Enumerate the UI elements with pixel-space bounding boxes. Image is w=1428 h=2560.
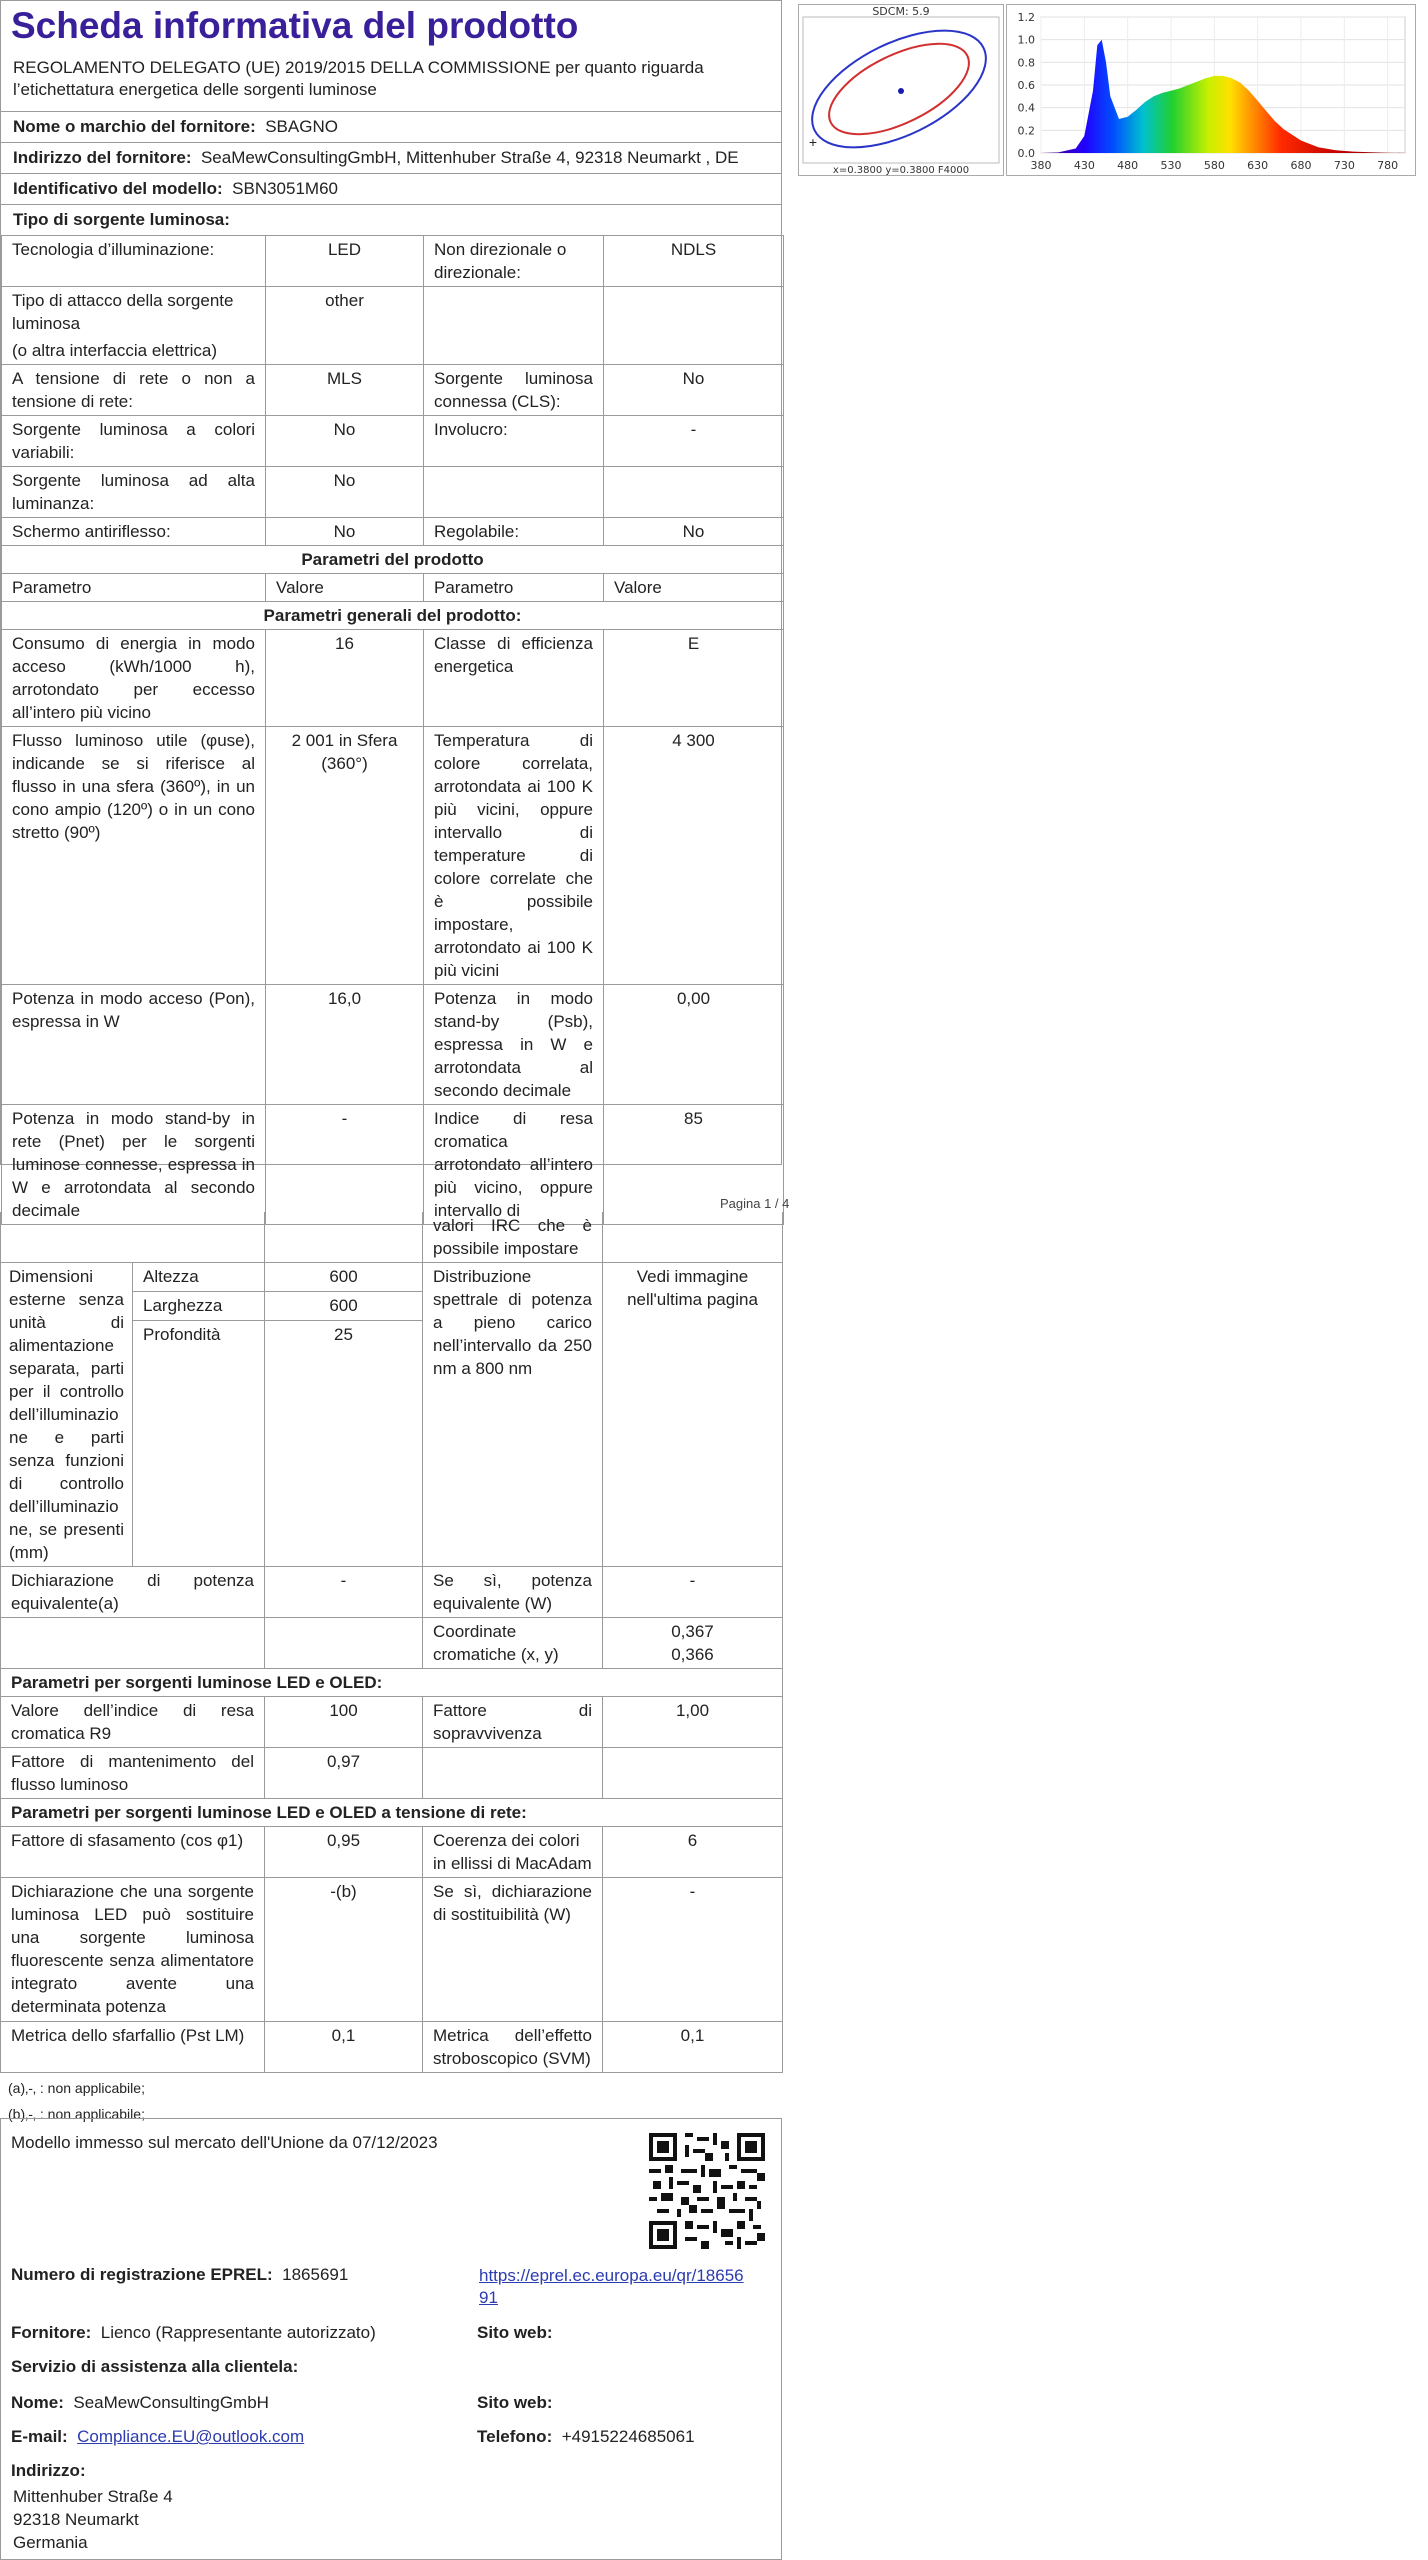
dim-width-label: Larghezza xyxy=(133,1291,265,1320)
cell-value: - xyxy=(604,416,784,467)
table-row xyxy=(1,1748,783,1799)
cap-type-note: (o altra interfaccia elettrica) xyxy=(12,341,218,360)
y-tick-label: 0.2 xyxy=(1017,124,1035,138)
supplier-address-value: SeaMewConsultingGmbH, Mittenhuber Straße 4, 92318 Neumarkt , DE xyxy=(200,148,739,167)
cell-label: Schermo antiriflesso: xyxy=(2,518,266,546)
flicker-label: Metrica dello sfarfallio (Pst LM) xyxy=(1,2022,265,2073)
market-placed-text: Modello immesso sul mercato dell'Unione da 07/12/2023 xyxy=(11,2133,438,2152)
cell-empty xyxy=(1,1212,265,1263)
y-tick-label: 1.2 xyxy=(1017,11,1035,24)
supplier-address-label: Indirizzo del fornitore: xyxy=(13,148,192,167)
phone-row xyxy=(477,2427,695,2447)
cell-label: Temperatura di colore correlata, arrotondata ai 100 K più vicini, oppure intervallo di temperature di colore correlate che è possibile impostare, arrotondato ai 100 K più vicini xyxy=(424,727,604,985)
cell-value: No xyxy=(266,518,424,546)
address-block xyxy=(13,2485,173,2554)
sdcm-title: SDCM: 5.9 xyxy=(872,5,930,18)
cos-label: Fattore di sfasamento (cos φ1) xyxy=(1,1827,265,1878)
table-row xyxy=(2,727,784,985)
cell-value: NDLS xyxy=(604,236,784,287)
supplier-row xyxy=(11,2323,376,2343)
source-type-table xyxy=(1,235,784,1225)
cell-value: other xyxy=(266,287,424,365)
cell-label: Flusso luminoso utile (φuse), indicande se si riferisce al flusso in una sfera (360º), in un cono ampio (120º) o in un cono stretto (90º) xyxy=(2,727,266,985)
table-row xyxy=(2,1105,784,1225)
spd-value: Vedi immagine nell'ultima pagina xyxy=(603,1263,783,1567)
survival-value: 1,00 xyxy=(603,1697,783,1748)
qr-code-icon[interactable] xyxy=(649,2133,765,2249)
chroma-y: 0,366 xyxy=(671,1645,714,1664)
x-tick-label: 480 xyxy=(1117,159,1139,172)
cell-label: Indice di resa cromatica arrotondato all’intero più vicino, oppure intervallo di xyxy=(424,1105,604,1225)
r9-value: 100 xyxy=(265,1697,423,1748)
cell-label: Sorgente luminosa a colori variabili: xyxy=(2,416,266,467)
equiv-power-value: - xyxy=(265,1567,423,1618)
table-row xyxy=(2,985,784,1105)
page-number: Pagina 1 / 4 xyxy=(720,1196,790,1211)
cell-label: A tensione di rete o non a tensione di rete: xyxy=(2,365,266,416)
replacement-value: -(b) xyxy=(265,1878,423,2022)
cell-value: 4 300 xyxy=(604,727,784,985)
phone-value: +4915224685061 xyxy=(561,2427,695,2446)
website-label: Sito web: xyxy=(477,2323,553,2342)
cri-continued-label: valori IRC che è possibile impostare xyxy=(423,1212,603,1263)
x-tick-label: 630 xyxy=(1247,159,1269,172)
continued-params-table xyxy=(0,1212,783,2073)
flicker-value: 0,1 xyxy=(265,2022,423,2073)
cell-label: Potenza in modo acceso (Pon), espressa in W xyxy=(2,985,266,1105)
x-tick-label: 380 xyxy=(1030,159,1052,172)
source-type-heading: Tipo di sorgente luminosa: xyxy=(1,204,781,235)
footnote-a: (a)‚-‚ : non applicabile; xyxy=(8,2080,145,2096)
survival-label: Fattore di sopravvivenza xyxy=(423,1697,603,1748)
dim-depth-label: Profondità xyxy=(133,1320,265,1567)
dim-depth-value: 25 xyxy=(265,1320,423,1567)
cell-label: Potenza in modo stand-by in rete (Pnet) per le sorgenti luminose connesse, espressa in W e arrotondata al secondo decimale xyxy=(2,1105,266,1225)
model-row xyxy=(1,173,781,204)
x-tick-label: 680 xyxy=(1290,159,1312,172)
cell-empty xyxy=(603,1748,783,1799)
eprel-value: 1865691 xyxy=(282,2265,349,2284)
cell-label xyxy=(2,287,266,365)
col-header-value: Valore xyxy=(604,574,784,602)
cell-label: Potenza in modo stand-by (Psb), espressa in W e arrotondata al secondo decimale xyxy=(424,985,604,1105)
cell-value: No xyxy=(266,416,424,467)
cell-value: MLS xyxy=(266,365,424,416)
dim-height-label: Altezza xyxy=(133,1263,265,1292)
sdcm-ellipse-svg xyxy=(799,5,1003,175)
spectrum-area xyxy=(1041,40,1405,153)
spectrum-x-ticks xyxy=(1031,159,1399,172)
cell-empty xyxy=(1,1618,265,1669)
table-row xyxy=(1,1618,783,1669)
table-row xyxy=(2,287,784,365)
replacement-power-value: - xyxy=(603,1878,783,2022)
datasheet-page-2 xyxy=(0,1212,782,2127)
supplier-label: Fornitore: xyxy=(11,2323,92,2342)
cell-label: Regolabile: xyxy=(424,518,604,546)
page-title: Scheda informativa del prodotto xyxy=(11,5,579,46)
equiv-watt-value: - xyxy=(603,1567,783,1618)
y-tick-label: 0.6 xyxy=(1017,79,1035,92)
cell-label: Non direzionale o direzionale: xyxy=(424,236,604,287)
cell-label: Classe di efficienza energetica xyxy=(424,630,604,727)
cell-value: 0,00 xyxy=(604,985,784,1105)
supplier-name-value: SBAGNO xyxy=(265,117,338,136)
y-tick-label: 0.0 xyxy=(1017,147,1035,160)
address-line: Germania xyxy=(13,2533,88,2552)
cell-empty xyxy=(604,467,784,518)
cell-empty xyxy=(423,1748,603,1799)
equiv-power-label xyxy=(1,1567,265,1618)
dimensions-label: Dimensioni esterne senza unità di alimentazione separata, parti per il controllo dell’illuminazione e parti senza funzioni di controllo dell’illuminazione, se presenti (mm) xyxy=(1,1263,133,1567)
spectrum-svg xyxy=(1007,5,1415,175)
table-row xyxy=(1,1878,783,2022)
maintenance-label: Fattore di mantenimento del flusso luminoso xyxy=(1,1748,265,1799)
mains-params-heading: Parametri per sorgenti luminose LED e OLED a tensione di rete: xyxy=(1,1799,783,1827)
cell-label: Sorgente luminosa ad alta luminanza: xyxy=(2,467,266,518)
supplier-name-label: Nome o marchio del fornitore: xyxy=(13,117,256,136)
service-name-row xyxy=(11,2393,269,2413)
table-row xyxy=(1,1697,783,1748)
r9-label: Valore dell’indice di resa cromatica R9 xyxy=(1,1697,265,1748)
led-params-heading: Parametri per sorgenti luminose LED e OLED: xyxy=(1,1669,783,1697)
stroboscopic-value: 0,1 xyxy=(603,2022,783,2073)
y-tick-label: 1.0 xyxy=(1017,33,1035,47)
table-row xyxy=(1,1567,783,1618)
crosshair-icon: + xyxy=(808,134,818,150)
product-params-heading: Parametri del prodotto xyxy=(2,546,784,574)
table-row xyxy=(2,602,784,630)
service-name-value: SeaMewConsultingGmbH xyxy=(73,2393,269,2412)
cell-label: Tecnologia d’illuminazione: xyxy=(2,236,266,287)
address-label: Indirizzo: xyxy=(11,2461,86,2480)
cell-value: No xyxy=(604,518,784,546)
cell-value: No xyxy=(604,365,784,416)
supplier-name-row xyxy=(1,111,781,142)
email-link[interactable]: Compliance.EU@outlook.com xyxy=(77,2427,305,2446)
eprel-label: Numero di registrazione EPREL: xyxy=(11,2265,273,2284)
cell-value: LED xyxy=(266,236,424,287)
service-website-label: Sito web: xyxy=(477,2393,553,2412)
spectrum-chart xyxy=(1006,4,1416,176)
sdcm-ellipse-chart xyxy=(798,4,1004,176)
cell-value: 2 001 in Sfera (360°) xyxy=(266,727,424,985)
chroma-x: 0,367 xyxy=(671,1622,714,1641)
dim-height-value: 600 xyxy=(265,1263,423,1292)
cell-label: Involucro: xyxy=(424,416,604,467)
model-value: SBN3051M60 xyxy=(232,179,338,198)
table-row xyxy=(2,630,784,727)
table-row xyxy=(2,416,784,467)
col-header-param: Parametro xyxy=(2,574,266,602)
equiv-power-text: Dichiarazione di potenza equivalente(a) xyxy=(11,1571,254,1613)
macadam-value: 6 xyxy=(603,1827,783,1878)
table-row xyxy=(1,1799,783,1827)
footnote-b: (b)‚-‚ : non applicabile; xyxy=(8,2106,145,2122)
sdcm-xlabel: x=0.3800 y=0.3800 F4000 xyxy=(832,165,970,176)
spectrum-y-ticks xyxy=(1018,11,1036,160)
table-row xyxy=(2,467,784,518)
cell-value: 16 xyxy=(266,630,424,727)
model-label: Identificativo del modello: xyxy=(13,179,223,198)
phone-label: Telefono: xyxy=(477,2427,553,2446)
table-row xyxy=(1,1827,783,1878)
eprel-row xyxy=(11,2265,348,2285)
service-name-label: Nome: xyxy=(11,2393,64,2412)
table-row xyxy=(1,2022,783,2073)
col-header-value: Valore xyxy=(266,574,424,602)
supplier-value: Lienco (Rappresentante autorizzato) xyxy=(100,2323,376,2342)
table-row xyxy=(2,236,784,287)
table-row xyxy=(2,365,784,416)
cell-empty xyxy=(265,1212,423,1263)
x-tick-label: 730 xyxy=(1333,159,1355,172)
chromaticity-point xyxy=(898,88,904,94)
cell-value: 16,0 xyxy=(266,985,424,1105)
y-tick-label: 0.4 xyxy=(1017,101,1035,115)
supplier-address-row xyxy=(1,142,781,173)
macadam-label: Coerenza dei colori in ellissi di MacAdam xyxy=(423,1827,603,1878)
equiv-watt-label: Se sì, potenza equivalente (W) xyxy=(423,1567,603,1618)
replacement-label: Dichiarazione che una sorgente luminosa LED può sostituire una sorgente luminosa fluorescente senza alimentatore integrato avente una determinata potenza xyxy=(1,1878,265,2022)
market-info-box xyxy=(0,2118,782,2560)
cell-empty xyxy=(604,287,784,365)
address-line: Mittenhuber Straße 4 xyxy=(13,2487,173,2506)
table-row xyxy=(2,546,784,574)
stroboscopic-label: Metrica dell’effetto stroboscopico (SVM) xyxy=(423,2022,603,2073)
spd-label: Distribuzione spettrale di potenza a pieno carico nell’intervallo da 250 nm a 800 nm xyxy=(423,1263,603,1567)
cell-value: 85 xyxy=(604,1105,784,1225)
cell-value: No xyxy=(266,467,424,518)
cell-value: E xyxy=(604,630,784,727)
dim-width-value: 600 xyxy=(265,1291,423,1320)
email-row xyxy=(11,2427,304,2447)
x-tick-label: 530 xyxy=(1160,159,1182,172)
cell-value: - xyxy=(266,1105,424,1225)
table-row xyxy=(1,1212,783,1263)
email-label: E-mail: xyxy=(11,2427,68,2446)
table-row xyxy=(1,1263,783,1292)
customer-service-heading: Servizio di assistenza alla clientela: xyxy=(11,2357,299,2376)
replacement-power-label: Se sì, dichiarazione di sostituibilità (W) xyxy=(423,1878,603,2022)
chroma-label: Coordinate cromatiche (x, y) xyxy=(423,1618,603,1669)
table-row xyxy=(1,1669,783,1697)
col-header-param: Parametro xyxy=(424,574,604,602)
cell-empty xyxy=(603,1212,783,1263)
regulation-subtitle: REGOLAMENTO DELEGATO (UE) 2019/2015 DELLA COMMISSIONE per quanto riguarda l’etichettatura energetica delle sorgenti luminose xyxy=(13,58,704,99)
cos-value: 0,95 xyxy=(265,1827,423,1878)
chroma-value xyxy=(603,1618,783,1669)
maintenance-value: 0,97 xyxy=(265,1748,423,1799)
x-tick-label: 580 xyxy=(1203,159,1225,172)
y-tick-label: 0.8 xyxy=(1017,56,1035,70)
general-params-heading: Parametri generali del prodotto: xyxy=(2,602,784,630)
eprel-link[interactable]: https://eprel.ec.europa.eu/qr/1865691 xyxy=(479,2266,744,2307)
cell-empty xyxy=(424,467,604,518)
cell-empty xyxy=(424,287,604,365)
cap-type-label: Tipo di attacco della sorgente luminosa xyxy=(12,291,234,333)
cell-empty xyxy=(265,1618,423,1669)
table-row xyxy=(2,518,784,546)
table-header-row xyxy=(2,574,784,602)
x-tick-label: 430 xyxy=(1073,159,1095,172)
x-tick-label: 780 xyxy=(1377,159,1399,172)
cell-label: Sorgente luminosa connessa (CLS): xyxy=(424,365,604,416)
address-line: 92318 Neumarkt xyxy=(13,2510,139,2529)
cell-label: Consumo di energia in modo acceso (kWh/1000 h), arrotondato per eccesso all’intero più vicino xyxy=(2,630,266,727)
